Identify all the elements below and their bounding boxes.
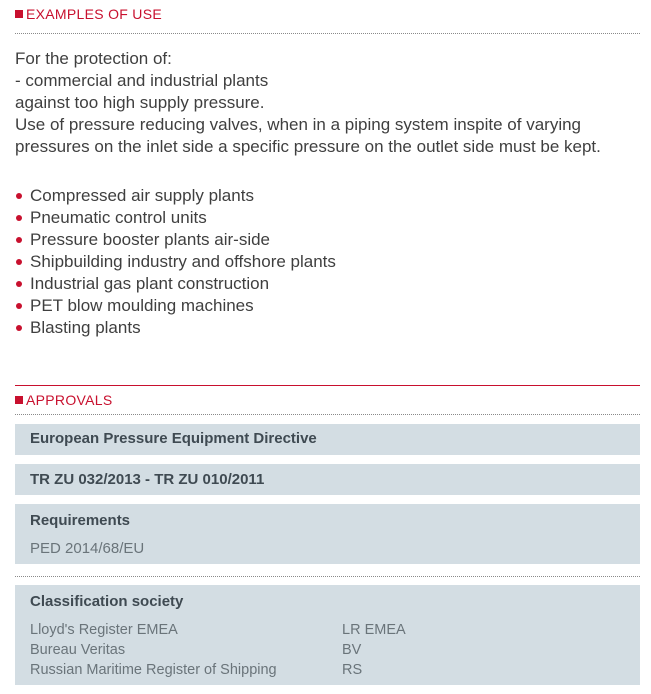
- list-item: Industrial gas plant construction: [15, 273, 635, 295]
- list-item: Shipbuilding industry and offshore plants: [15, 251, 635, 273]
- paragraph: - commercial and industrial plants: [15, 71, 269, 90]
- paragraph: Use of pressure reducing valves, when in a piping system inspite of varying pressures on the inlet side a specific pressure on the outlet side must be kept.: [15, 115, 601, 156]
- square-bullet-icon: [15, 396, 23, 404]
- society-code: LR EMEA: [342, 622, 406, 638]
- requirements-value: PED 2014/68/EU: [30, 540, 145, 557]
- bullet-dot-icon: [16, 259, 22, 265]
- paragraph: against too high supply pressure.: [15, 93, 265, 112]
- tr-zu-box: [15, 464, 640, 495]
- list-item: Blasting plants: [15, 317, 635, 339]
- society-code: BV: [342, 642, 362, 658]
- requirements-box: [15, 504, 640, 564]
- approvals-heading: APPROVALS: [15, 392, 640, 408]
- divider-dotted: [15, 576, 640, 577]
- classification-title: Classification society: [30, 593, 184, 610]
- paragraph: For the protection of:: [15, 49, 172, 68]
- bullet-dot-icon: [16, 237, 22, 243]
- society-name: Russian Maritime Register of Shipping: [30, 662, 277, 678]
- bullet-dot-icon: [16, 325, 22, 331]
- list-item: Pressure booster plants air-side: [15, 229, 635, 251]
- square-bullet-icon: [15, 10, 23, 18]
- society-code: RS: [342, 662, 363, 678]
- bullet-dot-icon: [16, 303, 22, 309]
- directive-box: [15, 424, 640, 455]
- divider-dotted: [15, 33, 640, 34]
- examples-list: [15, 185, 635, 339]
- bullet-dot-icon: [16, 281, 22, 287]
- list-item: Pneumatic control units: [15, 207, 635, 229]
- tr-zu-title: TR ZU 032/2013 - TR ZU 010/2011: [30, 471, 265, 488]
- list-item: Compressed air supply plants: [15, 185, 635, 207]
- list-item: PET blow moulding machines: [15, 295, 635, 317]
- divider-dotted: [15, 414, 640, 415]
- classification-box: [15, 585, 640, 685]
- examples-body: [15, 48, 635, 158]
- examples-heading: EXAMPLES OF USE: [15, 6, 640, 22]
- bullet-dot-icon: [16, 193, 22, 199]
- society-name: Bureau Veritas: [30, 642, 126, 658]
- society-name: Lloyd's Register EMEA: [30, 622, 178, 638]
- directive-title: European Pressure Equipment Directive: [30, 430, 317, 447]
- bullet-dot-icon: [16, 215, 22, 221]
- requirements-title: Requirements: [30, 512, 131, 529]
- divider-red: [15, 385, 640, 386]
